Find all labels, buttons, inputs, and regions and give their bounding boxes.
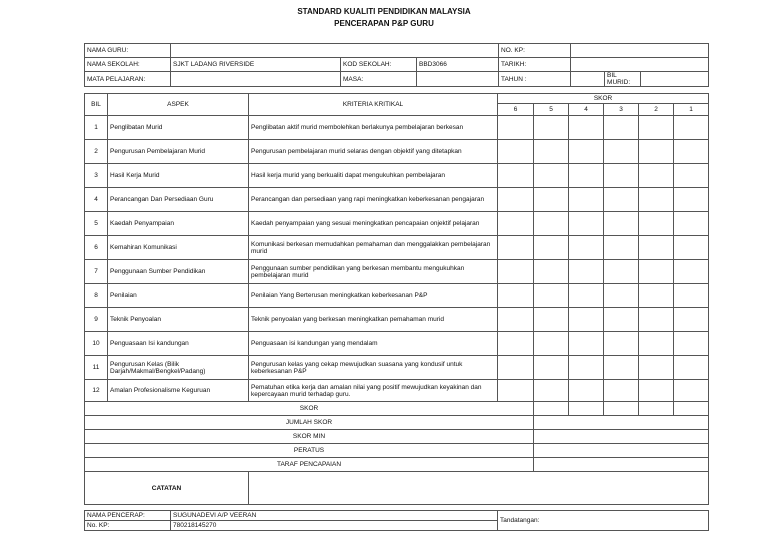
score-cell[interactable] (639, 260, 674, 284)
bil-murid-field[interactable] (641, 72, 709, 87)
score-cell[interactable] (639, 116, 674, 140)
summary-taraf-label: TARAF PENCAPAIAN (85, 458, 534, 472)
score-cell[interactable] (569, 188, 604, 212)
score-cell[interactable] (674, 308, 709, 332)
score-cell[interactable] (569, 284, 604, 308)
row-bil: 2 (85, 140, 108, 164)
nama-pencerap-label: NAMA PENCERAP: (85, 511, 171, 521)
summary-skor-label: SKOR (85, 402, 534, 416)
score-cell[interactable] (569, 140, 604, 164)
row-bil: 5 (85, 212, 108, 236)
score-cell[interactable] (604, 188, 639, 212)
score-cell[interactable] (604, 164, 639, 188)
score-cell[interactable] (604, 260, 639, 284)
score-cell[interactable] (674, 284, 709, 308)
row-kriteria: Teknik penyoalan yang berkesan meningkatkan pemahaman murid (249, 308, 498, 332)
score-cell[interactable] (674, 380, 709, 402)
score-cell[interactable] (569, 356, 604, 380)
row-bil: 10 (85, 332, 108, 356)
score-cell[interactable] (498, 284, 534, 308)
score-cell[interactable] (534, 380, 569, 402)
row-bil: 1 (85, 116, 108, 140)
score-cell[interactable] (534, 116, 569, 140)
score-cell[interactable] (639, 356, 674, 380)
row-kriteria: Penglibatan aktif murid membolehkan berlakunya pembelajaran berkesan (249, 116, 498, 140)
row-kriteria: Hasil kerja murid yang berkualiti dapat mengukuhkan pembelajaran (249, 164, 498, 188)
nama-guru-field[interactable] (171, 44, 499, 58)
row-bil: 7 (85, 260, 108, 284)
score-cell[interactable] (534, 356, 569, 380)
score-cell[interactable] (534, 212, 569, 236)
score-cell[interactable] (639, 188, 674, 212)
score-cell[interactable] (569, 332, 604, 356)
nama-guru-label: NAMA GURU: (85, 44, 171, 58)
score-cell[interactable] (569, 260, 604, 284)
score-cell[interactable] (674, 356, 709, 380)
score-cell[interactable] (604, 308, 639, 332)
row-kriteria: Penguasaan isi kandungan yang mendalam (249, 332, 498, 356)
summary-cell[interactable] (674, 402, 709, 416)
score-col-6: 6 (498, 104, 534, 116)
kod-sekolah-field[interactable]: BBD3066 (417, 58, 499, 72)
score-cell[interactable] (534, 140, 569, 164)
score-cell[interactable] (569, 308, 604, 332)
row-bil: 8 (85, 284, 108, 308)
mata-pelajaran-label: MATA PELAJARAN: (85, 72, 171, 87)
masa-field[interactable] (417, 72, 499, 87)
row-bil: 3 (85, 164, 108, 188)
no-kp-label: NO. KP: (499, 44, 571, 58)
summary-cell[interactable] (569, 402, 604, 416)
score-cell[interactable] (569, 236, 604, 260)
summary-skor-min-label: SKOR MIN (85, 430, 534, 444)
nama-sekolah-label: NAMA SEKOLAH: (85, 58, 171, 72)
nama-sekolah-field[interactable]: SJKT LADANG RIVERSIDE (171, 58, 341, 72)
no-kp-field[interactable] (571, 44, 709, 58)
row-aspek: Kaedah Penyampaian (108, 212, 249, 236)
row-aspek: Penilaian (108, 284, 249, 308)
kod-sekolah-label: KOD SEKOLAH: (341, 58, 417, 72)
score-col-1: 1 (674, 104, 709, 116)
form-subtitle: PENCERAPAN P&P GURU (334, 19, 434, 28)
score-cell[interactable] (534, 332, 569, 356)
score-cell[interactable] (498, 236, 534, 260)
nama-pencerap-field[interactable]: SUGUNADEVI A/P VEERAN (171, 511, 498, 521)
row-aspek: Pengurusan Pembelajaran Murid (108, 140, 249, 164)
row-kriteria: Pengurusan kelas yang cekap mewujudkan suasana yang kondusif untuk keberkesanan P&P (249, 356, 498, 380)
row-kriteria: Kaedah penyampaian yang sesuai meningkatkan pencapaian onjektif pelajaran (249, 212, 498, 236)
score-col-2: 2 (639, 104, 674, 116)
table-row (85, 356, 709, 380)
table-row (85, 116, 709, 140)
row-kriteria: Pengurusan pembelajaran murid selaras dengan objektif yang ditetapkan (249, 140, 498, 164)
table-row (85, 212, 709, 236)
masa-label: MASA: (341, 72, 417, 87)
table-row (85, 188, 709, 212)
assessment-table (84, 93, 709, 505)
score-cell[interactable] (639, 284, 674, 308)
row-aspek: Penguasaan Isi kandungan (108, 332, 249, 356)
footer-table (84, 510, 709, 531)
summary-peratus-label: PERATUS (85, 444, 534, 458)
score-cell[interactable] (534, 164, 569, 188)
taraf-pencapaian-field[interactable] (534, 458, 709, 472)
score-cell[interactable] (639, 164, 674, 188)
header-aspek: ASPEK (108, 94, 249, 116)
score-cell[interactable] (498, 332, 534, 356)
score-cell[interactable] (534, 308, 569, 332)
skor-min-field[interactable] (534, 430, 709, 444)
no-kp-pencerap-label: No. KP: (85, 521, 171, 531)
row-aspek: Teknik Penyoalan (108, 308, 249, 332)
score-cell[interactable] (569, 164, 604, 188)
header-skor: SKOR (498, 94, 709, 104)
score-cell[interactable] (639, 332, 674, 356)
score-cell[interactable] (639, 236, 674, 260)
score-cell[interactable] (604, 140, 639, 164)
score-cell[interactable] (498, 260, 534, 284)
row-kriteria: Penilaian Yang Berterusan meningkatkan keberkesanan P&P (249, 284, 498, 308)
score-cell[interactable] (674, 116, 709, 140)
score-cell[interactable] (639, 308, 674, 332)
score-cell[interactable] (534, 236, 569, 260)
info-table (84, 43, 709, 87)
row-aspek: Kemahiran Komunikasi (108, 236, 249, 260)
score-cell[interactable] (498, 188, 534, 212)
tarikh-field[interactable] (571, 58, 709, 72)
row-bil: 4 (85, 188, 108, 212)
header-bil: BIL (85, 94, 108, 116)
score-cell[interactable] (534, 260, 569, 284)
score-cell[interactable] (639, 212, 674, 236)
score-cell[interactable] (639, 380, 674, 402)
table-row (85, 332, 709, 356)
score-cell[interactable] (498, 116, 534, 140)
catatan-field[interactable] (249, 472, 709, 505)
score-cell[interactable] (569, 212, 604, 236)
table-row (85, 284, 709, 308)
row-aspek: Perancangan Dan Persediaan Guru (108, 188, 249, 212)
score-cell[interactable] (674, 140, 709, 164)
score-cell[interactable] (604, 380, 639, 402)
table-row (85, 260, 709, 284)
row-bil: 9 (85, 308, 108, 332)
score-cell[interactable] (604, 332, 639, 356)
row-kriteria: Pematuhan etika kerja dan amalan nilai yang positif mewujudkan keyakinan dan kepercayaan murid terhadap guru. (249, 380, 498, 402)
table-row (85, 140, 709, 164)
row-aspek: Hasil Kerja Murid (108, 164, 249, 188)
score-cell[interactable] (534, 284, 569, 308)
score-cell[interactable] (604, 284, 639, 308)
row-aspek: Penggunaan Sumber Pendidikan (108, 260, 249, 284)
bil-murid-label: BIL MURID: (605, 72, 641, 87)
peratus-field[interactable] (534, 444, 709, 458)
row-aspek: Penglibatan Murid (108, 116, 249, 140)
score-cell[interactable] (604, 212, 639, 236)
summary-cell[interactable] (534, 402, 569, 416)
score-cell[interactable] (639, 140, 674, 164)
score-cell[interactable] (569, 380, 604, 402)
score-cell[interactable] (674, 212, 709, 236)
score-cell[interactable] (674, 188, 709, 212)
score-cell[interactable] (604, 236, 639, 260)
row-kriteria: Penggunaan sumber pendidikan yang berkesan membantu mengukuhkan pembelajaran murid (249, 260, 498, 284)
summary-jumlah-skor-label: JUMLAH SKOR (85, 416, 534, 430)
summary-cell[interactable] (604, 402, 639, 416)
score-col-4: 4 (569, 104, 604, 116)
table-row (85, 164, 709, 188)
no-kp-pencerap-field[interactable]: 780218145270 (171, 521, 498, 531)
row-bil: 6 (85, 236, 108, 260)
score-cell[interactable] (674, 332, 709, 356)
score-cell[interactable] (498, 164, 534, 188)
score-cell[interactable] (604, 116, 639, 140)
catatan-label: CATATAN (85, 472, 249, 505)
score-cell[interactable] (498, 308, 534, 332)
score-cell[interactable] (674, 236, 709, 260)
tahun-label: TAHUN : (499, 72, 571, 87)
mata-pelajaran-field[interactable] (171, 72, 341, 87)
header-kriteria: KRITERIA KRITIKAL (249, 94, 498, 116)
row-aspek: Pengurusan Kelas (Bilik Darjah/Makmal/Bengkel/Padang) (108, 356, 249, 380)
score-cell[interactable] (674, 260, 709, 284)
tahun-field[interactable] (571, 72, 605, 87)
table-row (85, 380, 709, 402)
score-cell[interactable] (498, 140, 534, 164)
score-cell[interactable] (674, 164, 709, 188)
score-cell[interactable] (534, 188, 569, 212)
tandatangan-label: Tandatangan: (498, 511, 709, 531)
score-col-3: 3 (604, 104, 639, 116)
summary-cell[interactable] (639, 402, 674, 416)
table-row (85, 236, 709, 260)
form-title: STANDARD KUALITI PENDIDIKAN MALAYSIA (297, 7, 471, 16)
score-cell[interactable] (569, 116, 604, 140)
score-cell[interactable] (498, 212, 534, 236)
score-col-5: 5 (534, 104, 569, 116)
row-aspek: Amalan Profesionalisme Keguruan (108, 380, 249, 402)
row-kriteria: Komunikasi berkesan memudahkan pemahaman dan menggalakkan pembelajaran murid (249, 236, 498, 260)
tarikh-label: TARIKH: (499, 58, 571, 72)
score-cell[interactable] (604, 356, 639, 380)
score-cell[interactable] (498, 380, 534, 402)
row-bil: 12 (85, 380, 108, 402)
score-cell[interactable] (498, 356, 534, 380)
row-bil: 11 (85, 356, 108, 380)
row-kriteria: Perancangan dan persediaan yang rapi meningkatkan keberkesanan pengajaran (249, 188, 498, 212)
table-row (85, 308, 709, 332)
jumlah-skor-field[interactable] (534, 416, 709, 430)
